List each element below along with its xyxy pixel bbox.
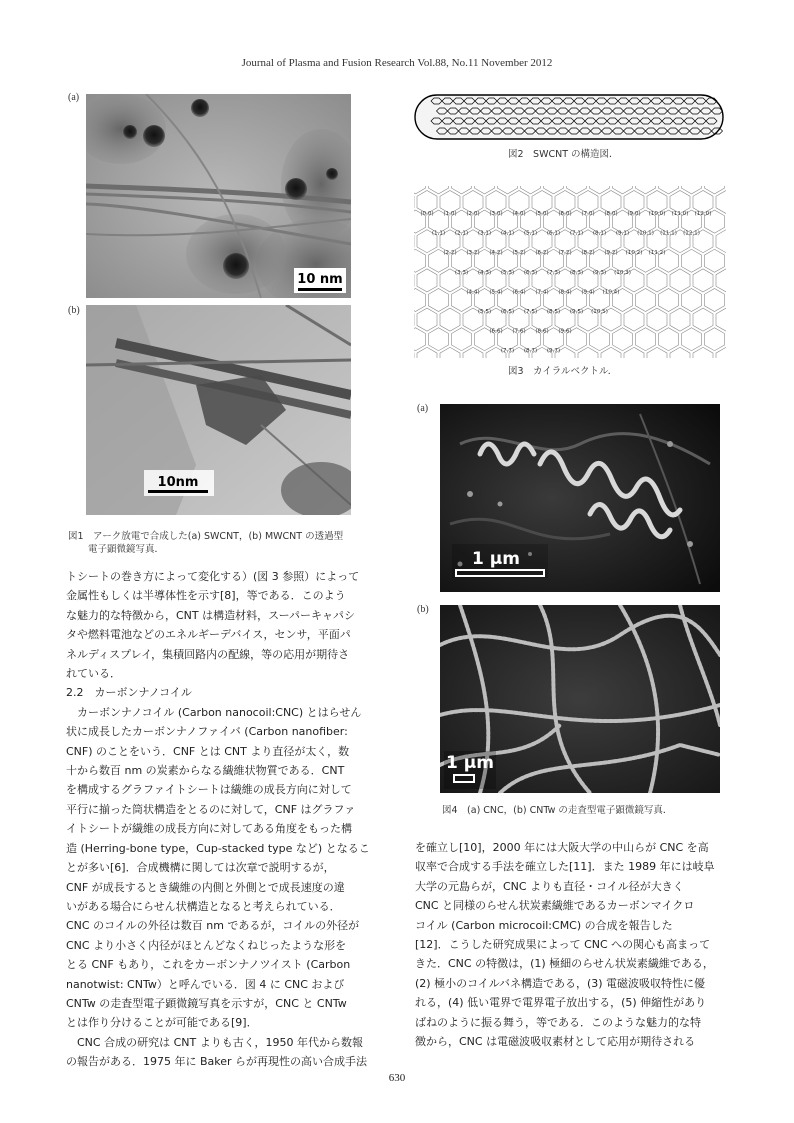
honeycomb-cell <box>521 186 541 194</box>
honeycomb-cell <box>670 269 690 292</box>
left-column-line: 状に成長したカーボンナノファイバ (Carbon nanofiber: <box>66 725 348 739</box>
right-column-line: を確立し[10]，2000 年には大阪大学の中山らが CNC を高 <box>415 841 709 854</box>
honeycomb-cell <box>705 186 725 194</box>
left-column-line: CNC 合成の研究は CNT よりも古く，1950 年代から数報 <box>66 1035 363 1049</box>
chiral-index-label: (6,4) <box>512 289 526 296</box>
chiral-index-label: (10,0) <box>648 211 666 217</box>
honeycomb-cell <box>659 289 679 312</box>
chiral-index-label: (4,4) <box>466 289 480 296</box>
chiral-index-label: (8,5) <box>546 309 561 315</box>
honeycomb-cell <box>429 289 449 312</box>
honeycomb-cell <box>624 347 644 358</box>
chiral-index-label: (10,2) <box>625 250 643 257</box>
chiral-index-label: (11,1) <box>660 230 677 237</box>
fig4-caption: 図4 (a) CNC，(b) CNTw の走査型電子顕微鏡写真． <box>442 805 673 816</box>
honeycomb-cell <box>693 347 713 358</box>
chiral-index-label: (9,5) <box>569 309 584 315</box>
right-column-line: (2) 極小のコイルバネ構造である，(3) 電磁波吸収特性に優 <box>415 976 706 990</box>
chiral-index-label: (10,5) <box>591 309 608 315</box>
honeycomb-cell <box>414 289 426 312</box>
honeycomb-cell <box>693 269 713 292</box>
chiral-index-label: (7,4) <box>535 289 549 296</box>
chiral-index-label: (7,0) <box>581 211 595 217</box>
fig4-label-a: (a) <box>417 403 429 414</box>
right-column-text <box>415 838 727 1051</box>
chiral-index-label: (9,3) <box>592 269 607 276</box>
chiral-index-label: (2,2) <box>443 250 457 257</box>
honeycomb-cell <box>670 308 690 331</box>
left-column-line: 十から数百 nm の炭素からなる繊維状物質である．CNT <box>66 764 345 778</box>
chiral-index-label: (11,0) <box>671 211 689 217</box>
honeycomb-cell <box>440 308 460 331</box>
fig4a-scale-label: 1 μm <box>472 549 520 569</box>
fig1a-tem-image <box>86 94 351 298</box>
running-header: Journal of Plasma and Fusion Research Vol.88, No.11 November 2012 <box>241 57 553 69</box>
left-column-line: ネルディスプレイ，集積回路内の配線，等の応用が期待さ <box>66 647 350 661</box>
chiral-index-label: (8,2) <box>581 250 595 257</box>
chiral-index-label: (3,0) <box>489 211 503 217</box>
left-column-text <box>66 567 380 1072</box>
chiral-index-label: (10,3) <box>614 269 631 276</box>
left-column-line: 造 (Herring-bone type，Cup-stacked type など) となるこ <box>66 841 370 855</box>
chiral-index-label: (5,5) <box>477 309 492 315</box>
left-column-line: タや燃料電池などのエネルギーデバイス，センサ，平面パ <box>66 628 351 642</box>
honeycomb-cell <box>705 289 725 312</box>
right-column-line: コイル (Carbon microcoil:CMC) の合成を報告した <box>415 918 673 932</box>
honeycomb-cell <box>590 186 610 194</box>
chiral-index-label: (5,0) <box>535 211 549 217</box>
fig4a-sem-image <box>440 404 720 592</box>
fig1-caption-line1: 図1 アーク放電で合成した(a) SWCNT，(b) MWCNT の透過型 <box>68 531 344 542</box>
chiral-index-label: (12,1) <box>683 230 700 237</box>
chiral-index-label: (6,6) <box>489 328 503 335</box>
chiral-index-label: (2,0) <box>466 211 480 217</box>
left-column-line: CNF) のことをいう．CNF とは CNT より直径が太く，数 <box>66 744 350 758</box>
chiral-index-label: (0,0) <box>420 211 434 217</box>
left-column-line: 金属性もしくは半導体性を示す[8]，等である．このよう <box>66 589 346 603</box>
chiral-index-label: (6,0) <box>558 211 572 217</box>
fig4-label-b: (b) <box>417 604 429 615</box>
fig1b-tem-image <box>86 305 351 515</box>
left-column-line: 2.2 カーボンナノコイル <box>66 686 192 700</box>
honeycomb-cell <box>417 347 437 358</box>
chiral-index-label: (6,2) <box>535 250 549 257</box>
fig1a-scale-label: 10 nm <box>297 272 343 287</box>
honeycomb-cell <box>544 186 564 194</box>
honeycomb-cell <box>647 347 667 358</box>
fig2-caption: 図2 SWCNT の構造図． <box>508 149 619 160</box>
fig4b-scale-label: 1 μm <box>446 753 494 773</box>
fig1-label-b: (b) <box>68 305 80 316</box>
chiral-index-label: (7,3) <box>546 269 561 276</box>
fig4b-sem-image <box>440 605 720 793</box>
honeycomb-cell <box>417 308 437 331</box>
page-number: 630 <box>388 1072 406 1084</box>
chiral-index-label: (1,1) <box>431 230 446 237</box>
chiral-index-label: (5,2) <box>512 250 526 257</box>
left-column-line: の報告がある．1975 年に Baker らが再現性の高い合成手法 <box>66 1055 368 1069</box>
honeycomb-cell <box>613 328 633 351</box>
chiral-index-label: (3,1) <box>477 230 492 237</box>
honeycomb-cell <box>670 347 690 358</box>
honeycomb-cell <box>567 186 587 194</box>
honeycomb-cell <box>463 347 483 358</box>
honeycomb-cell <box>414 249 426 272</box>
right-column-line: きた．CNC の特徴は，(1) 極細のらせん状炭素繊維である， <box>415 957 714 971</box>
chiral-index-label: (4,0) <box>512 211 526 217</box>
chiral-index-label: (6,3) <box>523 269 538 276</box>
honeycomb-cell <box>414 328 426 351</box>
honeycomb-cell <box>590 328 610 351</box>
right-column-line: れる，(4) 低い電界で電界電子放出する，(5) 伸縮性があり <box>415 996 707 1010</box>
chiral-index-label: (9,2) <box>604 250 618 257</box>
honeycomb-cell <box>417 269 437 292</box>
honeycomb-cell <box>693 308 713 331</box>
left-column-line: れている． <box>66 667 121 681</box>
left-column-line: CNF が成長するとき繊維の内側と外側とで成長速度の違 <box>66 880 345 894</box>
chiral-index-label: (4,3) <box>477 269 492 276</box>
fig1-caption-line2: 電子顕微鏡写真． <box>88 544 165 555</box>
chiral-index-label: (8,7) <box>523 348 538 355</box>
honeycomb-cell <box>578 347 598 358</box>
left-column-line: とが多い[6]．合成機構に関しては次章で説明するが， <box>66 861 335 875</box>
honeycomb-cell <box>705 249 725 272</box>
honeycomb-cell <box>601 347 621 358</box>
honeycomb-cell <box>636 186 656 194</box>
honeycomb-cell <box>659 186 679 194</box>
chiral-index-label: (8,4) <box>558 289 572 296</box>
left-column-line: CNTw の走査型電子顕微鏡写真を示すが，CNC と CNTw <box>66 996 347 1010</box>
chiral-index-label: (8,3) <box>569 269 584 276</box>
chiral-index-label: (12,0) <box>694 211 712 217</box>
honeycomb-cell <box>716 230 726 253</box>
honeycomb-cell <box>613 186 633 194</box>
honeycomb-cell <box>705 328 725 351</box>
left-column-line: な魅力的な特徴から，CNT は構造材料，スーパーキャパシ <box>66 608 356 622</box>
chiral-index-label: (7,1) <box>569 230 584 237</box>
honeycomb-cell <box>682 328 702 351</box>
honeycomb-cell <box>647 308 667 331</box>
right-column-line: CNC と同様のらせん状炭素繊維であるカーボンマイクロ <box>415 899 695 913</box>
honeycomb-cell <box>636 328 656 351</box>
fig1-label-a: (a) <box>68 92 80 103</box>
chiral-index-label: (3,2) <box>466 250 480 257</box>
fig3-caption: 図3 カイラルベクトル． <box>508 366 618 377</box>
honeycomb-cell <box>452 186 472 194</box>
chiral-index-label: (3,3) <box>454 269 469 276</box>
right-column-line: 収率で合成する手法を確立した[11]．また 1989 年には岐阜 <box>415 860 715 874</box>
left-column-line: CNC のコイルの外径は数百 nm であるが，コイルの外径が <box>66 919 360 933</box>
chiral-index-label: (1,0) <box>443 211 457 217</box>
honeycomb-cell <box>440 347 460 358</box>
honeycomb-cell <box>636 289 656 312</box>
left-column-line: を構成するグラファイトシートは繊維の成長方向に対して <box>66 783 352 797</box>
chiral-index-label: (5,3) <box>500 269 515 276</box>
left-column-line: CNC より小さく内径がほとんどなくねじったような形を <box>66 938 347 952</box>
chiral-index-label: (9,6) <box>558 328 572 335</box>
honeycomb-cell <box>716 269 726 292</box>
chiral-index-label: (2,1) <box>454 230 469 237</box>
right-column-line: 徴から，CNC は電磁波吸収素材として応用が期待される <box>415 1035 696 1049</box>
honeycomb-cell <box>682 289 702 312</box>
honeycomb-cell <box>716 191 726 214</box>
chiral-index-label: (7,6) <box>512 328 526 335</box>
chiral-index-label: (10,4) <box>602 289 620 296</box>
honeycomb-cell <box>716 308 726 331</box>
chiral-index-label: (8,6) <box>535 328 549 335</box>
chiral-index-label: (4,2) <box>489 250 503 257</box>
left-column-line: とは作り分けることが可能である[9]． <box>66 1016 258 1030</box>
honeycomb-cell <box>429 328 449 351</box>
chiral-index-label: (9,4) <box>581 289 595 296</box>
left-column-line: とる CNF もあり，これをカーボンナノツイスト (Carbon <box>66 958 351 972</box>
chiral-index-label: (7,5) <box>523 309 538 315</box>
honeycomb-cell <box>647 269 667 292</box>
honeycomb-cell <box>429 186 449 194</box>
fig2-swcnt-structure <box>413 92 725 142</box>
chiral-index-label: (5,4) <box>489 289 503 296</box>
chiral-index-label: (4,1) <box>500 230 515 237</box>
honeycomb-cell <box>682 186 702 194</box>
left-column-line: イトシートが繊維の成長方向に対してある角度をもった構 <box>66 822 352 836</box>
left-column-line: トシートの巻き方によって変化する）(図 3 参照）によって <box>66 570 360 583</box>
chiral-index-label: (6,1) <box>546 230 561 237</box>
chiral-index-label: (9,1) <box>615 230 630 237</box>
right-column-line: [12]．こうした研究成果によって CNC への関心も高まって <box>415 938 711 952</box>
chiral-index-label: (9,7) <box>546 348 561 355</box>
fig3-chiral-vector-diagram <box>414 186 726 358</box>
right-column-line: 大学の元島らが，CNC よりも直径・コイル径が大きく <box>415 879 684 893</box>
left-column-line: いがある場合にらせん状構造となると考えられている． <box>66 899 341 913</box>
honeycomb-cell <box>452 328 472 351</box>
honeycomb-cell <box>475 186 495 194</box>
right-column-line: ばねのように振る舞う，等である．このような魅力的な特 <box>415 1015 701 1029</box>
chiral-index-label: (5,1) <box>523 230 538 237</box>
chiral-index-label: (11,2) <box>648 250 666 257</box>
honeycomb-cell <box>498 186 518 194</box>
chiral-index-label: (8,1) <box>592 230 607 237</box>
chiral-index-label: (10,1) <box>637 230 654 237</box>
chiral-index-label: (8,0) <box>604 211 618 217</box>
honeycomb-cell <box>624 308 644 331</box>
left-column-line: カーボンナノコイル (Carbon nanocoil:CNC) とはらせん <box>66 705 362 719</box>
chiral-index-label: (7,7) <box>500 348 515 355</box>
fig1-caption <box>68 530 358 556</box>
left-column-line: 平行に揃った筒状構造をとるのに対して，CNF はグラファ <box>66 802 356 816</box>
chiral-index-label: (6,5) <box>500 309 515 315</box>
honeycomb-cell <box>682 249 702 272</box>
chiral-index-label: (9,0) <box>627 211 641 217</box>
fig1b-scale-label: 10nm <box>157 475 199 490</box>
chiral-index-label: (7,2) <box>558 250 572 257</box>
honeycomb-cell <box>659 328 679 351</box>
left-column-line: nanotwist: CNTw）と呼んでいる．図 4 に CNC および <box>66 977 345 991</box>
